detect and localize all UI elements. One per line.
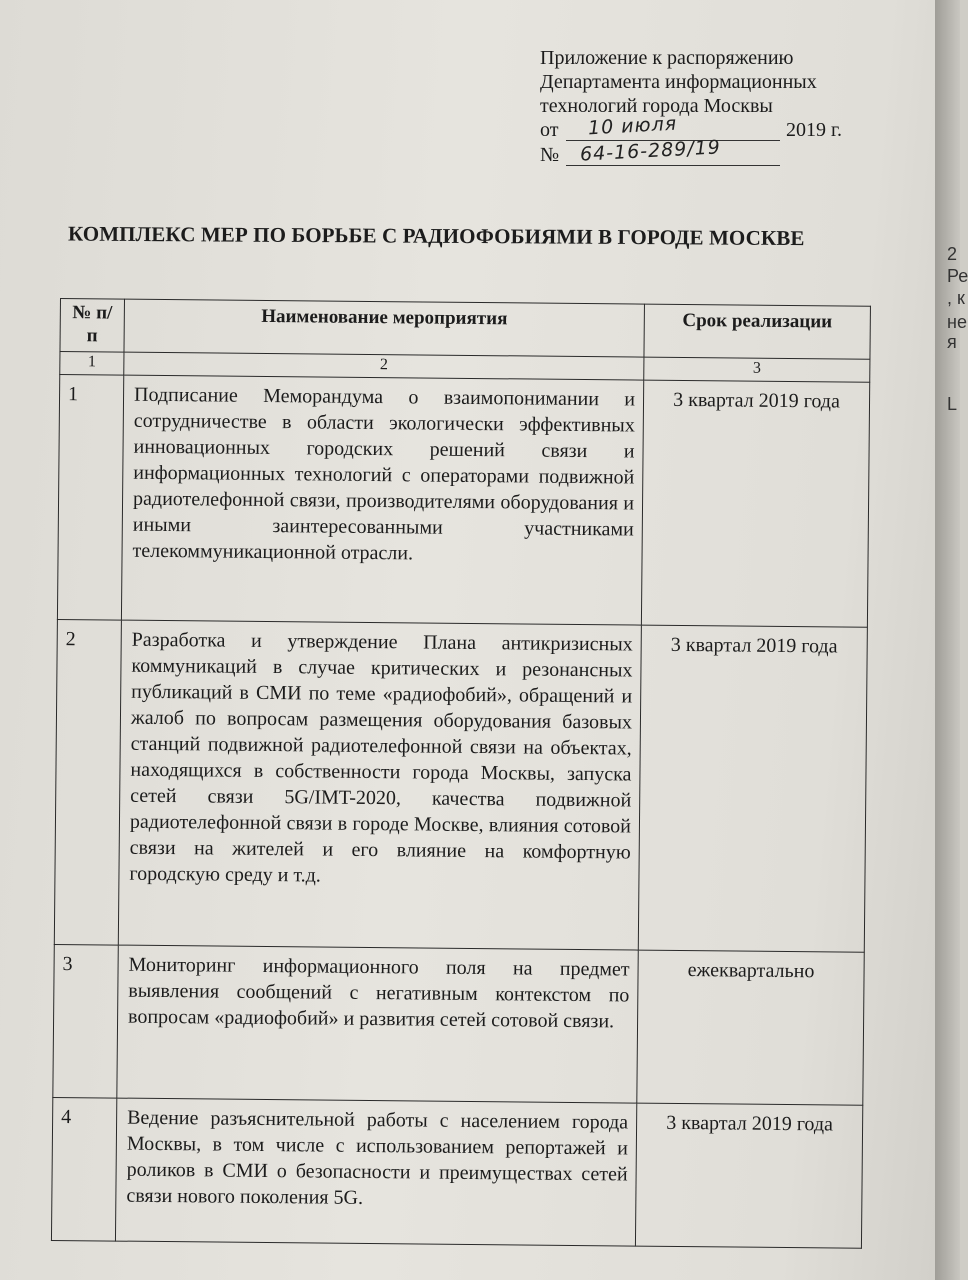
number-row	[540, 136, 870, 168]
edge-fragment: Ре	[947, 266, 968, 286]
measure-deadline: 3 квартал 2019 года	[638, 625, 867, 952]
edge-fragment: , к	[947, 288, 965, 308]
header-name	[124, 299, 644, 357]
edge-fragment: L	[947, 394, 958, 414]
table-header-row	[60, 299, 870, 360]
date-prefix: от	[540, 119, 559, 141]
header-line-3: технологий города Москвы	[540, 95, 773, 117]
header-deadline-label: Срок реализации	[682, 309, 833, 333]
table-row	[57, 375, 869, 628]
measure-name: Подписание Меморандума о взаимопонимании и сотрудничестве в области экологически эффективных инновационных городских решений связи и информационных технологий с операторами подвижной радиотелефонной связи, производителями оборудования и иными заинтересованными участниками телекоммуникационной отрасли.	[121, 375, 643, 625]
header-num	[60, 299, 125, 353]
table-row	[53, 944, 864, 1105]
edge-fragment: я	[947, 332, 957, 352]
handwritten-number: 64-16-289/19	[579, 136, 722, 166]
edge-fragment: не	[947, 312, 967, 332]
measure-name: Ведение разъяснительной работы с населением города Москвы, в том числе с использованием репортажей и роликов в СМИ о безопасности и преимуществах сетей связи нового поколения 5G.	[115, 1098, 636, 1246]
header-line-2: Департамента информационных	[540, 71, 817, 93]
date-suffix: 2019 г.	[786, 119, 842, 141]
measure-name: Разработка и утверждение Плана антикризисных коммуникаций в случае критических и резонансных публикаций в СМИ по теме «радиофобий», обращений и жалоб по вопросам размещения оборудования базовых станций подвижной радиотелефонной связи на объектах, находящихся в собственности города Москвы, запуска сетей связи 5G/IMT-2020, качества подвижной радиотелефонной связи в городе Москве, влияния сотовой связи на жителей и его влияние на комфортную городскую среду и т.д.	[118, 620, 641, 950]
next-sheet-edge	[935, 0, 968, 1280]
header-deadline	[644, 304, 870, 359]
appendix-header	[540, 46, 870, 168]
measure-deadline: 3 квартал 2019 года	[635, 1103, 862, 1248]
row-number: 1	[57, 375, 123, 621]
column-index-2: 2	[124, 352, 644, 380]
table-row	[51, 1097, 862, 1248]
measure-name: Мониторинг информационного поля на предмет выявления сообщений с негативным контекстом по вопросам «радиофобий» и развития сетей сотовой связи.	[117, 945, 638, 1103]
document-title: КОМПЛЕКС МЕР ПО БОРЬБЕ С РАДИОФОБИЯМИ В ГОРОДЕ МОСКВЕ	[67, 221, 805, 251]
header-line-1: Приложение к распоряжению	[540, 47, 794, 69]
measures-table	[51, 298, 871, 1249]
table-row	[54, 619, 867, 952]
header-name-label: Наименование мероприятия	[261, 305, 508, 330]
row-number: 4	[51, 1097, 116, 1241]
header-num-label: № п/п	[72, 302, 113, 347]
row-number: 2	[54, 619, 121, 945]
handwritten-date: 10 июля	[587, 112, 678, 140]
edge-fragment: 2	[947, 244, 958, 264]
column-index-1: 1	[60, 352, 124, 376]
measure-deadline: ежеквартально	[637, 950, 864, 1105]
row-number: 3	[53, 944, 118, 1098]
number-prefix: №	[540, 144, 560, 166]
measures-table-wrap	[51, 298, 871, 1249]
column-index-3: 3	[644, 357, 870, 382]
measure-deadline: 3 квартал 2019 года	[641, 380, 869, 627]
